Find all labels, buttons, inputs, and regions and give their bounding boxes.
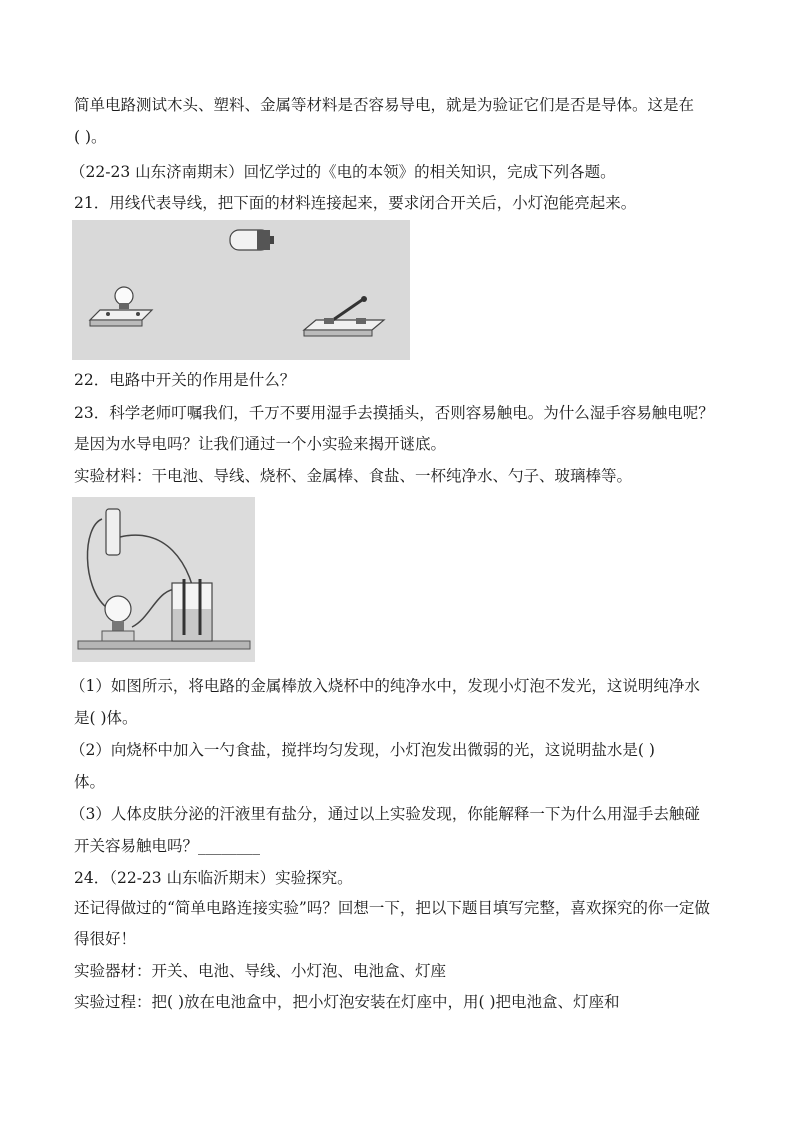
- answer-blank-line: 开关容易触电吗？________: [74, 837, 261, 855]
- sub-question-3: （3）人体皮肤分泌的汗液里有盐分，通过以上实验发现，你能解释一下为什么用湿手去触碰: [70, 805, 700, 823]
- text-line: 是因为水导电吗？让我们通过一个小实验来揭开谜底。: [74, 435, 447, 453]
- sub-question-1: （1）如图所示，将电路的金属棒放入烧杯中的纯净水中，发现小灯泡不发光，这说明纯净水: [70, 677, 700, 695]
- text-line: 还记得做过的“简单电路连接实验”吗？回想一下，把以下题目填写完整，喜欢探究的你一定做: [74, 899, 710, 917]
- question-24: 24．（22-23 山东临沂期末）实验探究。: [74, 869, 353, 887]
- question-21: 21．用线代表导线，把下面的材料连接起来，要求闭合开关后，小灯泡能亮起来。: [74, 194, 637, 212]
- materials-line: 实验材料：干电池、导线、烧杯、金属棒、食盐、一杯纯净水、勺子、玻璃棒等。: [74, 467, 633, 485]
- sub-question-2: （2）向烧杯中加入一勺食盐，搅拌均匀发现，小灯泡发出微弱的光，这说明盐水是( ): [70, 741, 655, 759]
- section-heading: （22-23 山东济南期末）回忆学过的《电的本领》的相关知识，完成下列各题。: [70, 163, 616, 181]
- battery-icon: [106, 509, 120, 555]
- bulb-icon: [102, 596, 134, 641]
- question-23: 23．科学老师叮嘱我们，千万不要用湿手去摸插头，否则容易触电。为什么湿手容易触电呢？: [74, 404, 714, 422]
- circuit-components-figure: [72, 220, 410, 360]
- text-line: 体。: [74, 773, 106, 791]
- switch-icon: [304, 296, 384, 336]
- beaker-circuit-figure: [72, 497, 255, 662]
- text-line: 得很好！: [74, 930, 137, 948]
- answer-blank-line: 是( )体。: [74, 709, 138, 727]
- text-line: 简单电路测试木头、塑料、金属等材料是否容易导电，就是为验证它们是否是导体。这是在: [74, 96, 695, 114]
- answer-blank-line: ( )。: [74, 128, 107, 146]
- equipment-line: 实验器材：开关、电池、导线、小灯泡、电池盒、灯座: [74, 962, 447, 980]
- battery-icon: [230, 230, 274, 250]
- procedure-line: 实验过程：把( )放在电池盒中，把小灯泡安装在灯座中，用( )把电池盒、灯座和: [74, 993, 620, 1011]
- question-22: 22．电路中开关的作用是什么？: [74, 371, 296, 389]
- beaker-icon: [172, 579, 212, 641]
- bulb-on-base-icon: [90, 287, 152, 326]
